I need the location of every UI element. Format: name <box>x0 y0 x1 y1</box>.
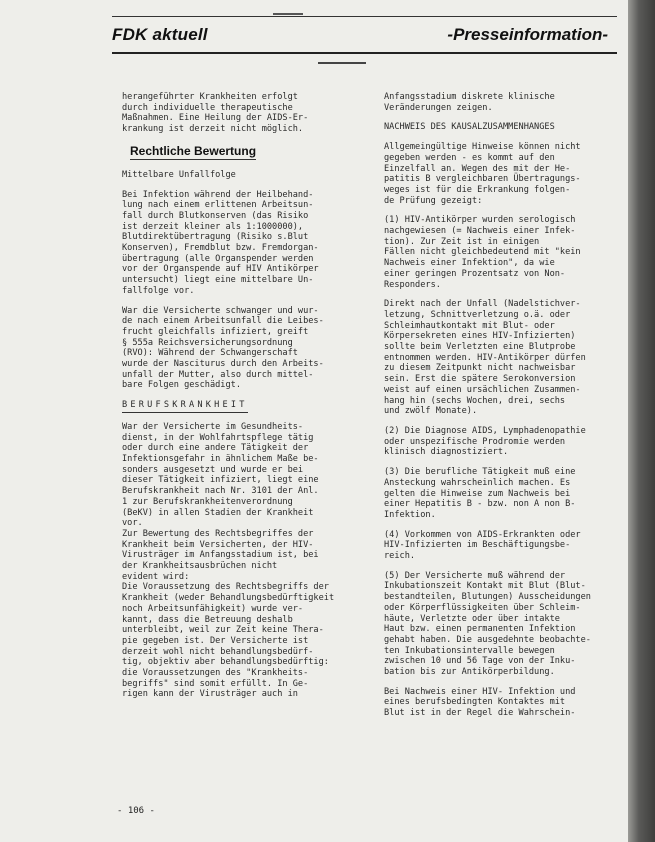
left-intro: herangeführter Krankheiten erfolgt durch individuelle therapeutische Maßnahmen. Eine Heilung der AIDS-Er- krankung ist derzeit nicht möglich. <box>122 92 309 135</box>
section-heading-legal <box>130 144 362 160</box>
header-left-title: FDK aktuell <box>112 25 208 44</box>
subheading-indirect: Mittelbare Unfallfolge <box>122 169 236 180</box>
header-rule-bottom <box>112 52 617 54</box>
page-number: - 106 - <box>117 806 155 816</box>
right-paragraph-6: (4) Vorkommen von AIDS-Erkrankten oder HIV-Infizierten im Beschäftigungsbe- reich. <box>384 529 581 562</box>
left-paragraph-4: Zur Bewertung des Rechtsbegriffes der Krankheit beim Versicherten, der HIV- Virusträger im Anfangsstadium ist, bei der Krankheitsausbrüchen nicht evident wird: Die Voraussetzung des Rechtsbegriffs der Krankheit (weder Behandlungsbedürftigkeit noch Arbeitsunfähigkeit) wurde ver- kannt, dass die Betreuung deshalb unterbleibt, weil zur Zeit keine Thera- pie gegeben ist. Der Versicherte ist derzeit wohl nicht behandlungsbedürf- tig, objektiv aber behandlungsbedürftig: die Voraussetzungen des "Krankheits- begriffs" sind somit erfüllt. In Ge- rigen kann der Virusträger auch in <box>122 528 335 700</box>
book-spine-edge <box>628 0 655 842</box>
causality-heading: NACHWEIS DES KAUSALZUSAMMENHANGES <box>384 122 555 133</box>
header-mark <box>273 13 303 15</box>
header-right-title: -Presseinformation- <box>447 25 608 44</box>
right-column <box>384 92 612 719</box>
left-paragraph-1: Bei Infektion während der Heilbehand- lung nach einem erlittenen Arbeitsun- fall durch Blutkonserven (das Risiko ist derzeit kleiner als 1:1000000), Blutdirektübertragung (Risiko s.Blut Konserven), Fremdblut bzw. Fremdorgan- übertragung (alle Organspender werden vor der Organspende auf HIV Antikörper untersucht) liegt eine mittelbare Un- fallfolge vor. <box>122 189 319 296</box>
header-rule-top <box>112 16 617 17</box>
occupational-disease-heading <box>122 400 362 413</box>
right-paragraph-8: Bei Nachweis einer HIV- Infektion und eines berufsbedingten Kontaktes mit Blut ist in der Regel die Wahrschein- <box>384 686 576 719</box>
right-paragraph-3: Direkt nach der Unfall (Nadelstichver- letzung, Schnittverletzung o.ä. oder Schleimhautkontakt mit Blut- oder Körpersekreten eines HIV-Infizierten) sollte beim Verletzten eine Blutprobe entnommen werden. HIV-Antikörper dürfen zu diesem Zeitpunkt nicht nachweisbar sein. Erst die spätere Serokonversion weist auf einen ursächlichen Zusammen- hang hin (sechs Wochen, drei, sechs und zwölf Monate). <box>384 299 586 417</box>
right-paragraph-2: (1) HIV-Antikörper wurden serologisch nachgewiesen (= Nachweis einer Infek- tion). Zur Zeit ist in einigen Fällen nicht gleichbedeutend mit "kein Nachweis einer Infektion", da wie einer geringen Prozentsatz von Non- Responders. <box>384 215 581 290</box>
right-paragraph-1: Allgemeingültige Hinweise können nicht gegeben werden - es kommt auf den Einzelfall an. Wegen des mit der He- patitis B vergleichbaren Übertragungs- weges ist für die Erkrankung folgen- de Prüfung gezeigt: <box>384 142 581 206</box>
header-rule-dash <box>318 62 366 64</box>
left-paragraph-2: War die Versicherte schwanger und wur- de nach einem Arbeitsunfall die Leibes- frucht gleichfalls infiziert, greift § 555a Reichsversicherungsordnung (RVO): Während der Schwangerschaft wurde der Nasciturus durch den Arbeits- unfall der Mutter, also durch mittel- bare Folgen geschädigt. <box>122 305 324 391</box>
right-paragraph-4: (2) Die Diagnose AIDS, Lymphadenopathie oder unspezifische Prodromie werden klinisch diagnostiziert. <box>384 425 586 458</box>
right-paragraph-7: (5) Der Versicherte muß während der Inkubationszeit Kontakt mit Blut (Blut- bestandteilen, Blutungen) Ausscheidungen oder Körperflüssigkeiten über Schleim- häute, Verletzte oder über intakte Haut bzw. einen permanenten Infektion gehabt haben. Die ausgedehnte beobachte- ten Inkubationsintervalle bewegen zwischen 10 und 56 Tage von der Inku- bation bis zur Antikörperbildung. <box>384 570 591 678</box>
left-column <box>122 92 362 700</box>
occupational-disease-heading-text: BERUFSKRANKHEIT <box>122 400 248 413</box>
section-heading-text: Rechtliche Bewertung <box>130 143 257 158</box>
right-intro: Anfangsstadium diskrete klinische Veränderungen zeigen. <box>384 92 555 113</box>
right-paragraph-5: (3) Die berufliche Tätigkeit muß eine Ansteckung wahrscheinlich machen. Es gelten die Hinweise zum Nachweis bei einer Hepatitis B - bzw. non A non B- Infektion. <box>384 467 576 520</box>
left-paragraph-3: War der Versicherte im Gesundheits- dienst, in der Wohlfahrtspflege tätig oder durch eine andere Tätigkeit der Infektionsgefahr in ähnlichem Maße be- sonders ausgesetzt und wurde er bei dieser Tätigkeit infiziert, liegt eine Berufskrankheit nach Nr. 3101 der Anl. 1 zur Berufskrankheitenverordnung (BeKV) in allen Stadien der Krankheit vor. <box>122 421 319 529</box>
